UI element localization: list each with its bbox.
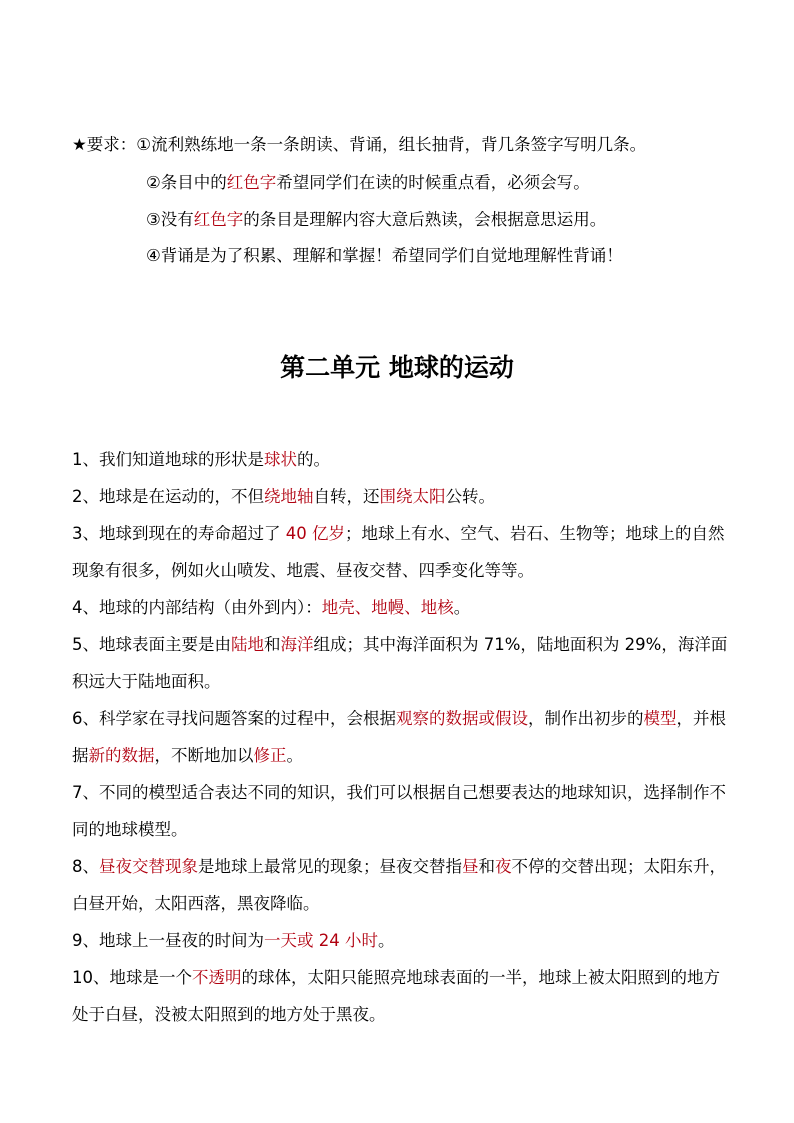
knowledge-item-9 xyxy=(72,922,732,959)
highlight-text: 修正 xyxy=(253,746,287,765)
highlight-text: 40 亿岁 xyxy=(285,524,345,543)
body-text: ，制作出初步的 xyxy=(528,709,644,728)
body-text: ③没有 xyxy=(146,210,194,229)
highlight-text: 红色字 xyxy=(193,210,244,229)
body-text: 是地球上最常见的现象；昼夜交替指 xyxy=(198,857,462,876)
body-text: 7、不同的模型适合表达不同的知识，我们可以根据自己想要表达的地球知识，选择制作不同的地球模型。 xyxy=(72,783,726,839)
highlight-text: 地壳、地幔、地核 xyxy=(321,598,454,617)
body-text: 。 xyxy=(453,598,471,617)
knowledge-item-6 xyxy=(72,700,732,774)
highlight-text: 夜 xyxy=(495,857,512,876)
body-text: 组成；其中海洋面积为 71%，陆地面积为 29%，海洋面积远大于陆地面积。 xyxy=(72,635,728,691)
body-text: 4、地球的内部结构（由外到内）： xyxy=(72,598,322,617)
highlight-text: 陆地 xyxy=(231,635,264,654)
highlight-text: 昼 xyxy=(462,857,479,876)
body-text: ；地球上有水、空气、岩石、生物等；地球上的自然现象有很多，例如火山喷发、地震、昼夜交替、四季变化等等。 xyxy=(72,524,725,580)
highlight-text: 红色字 xyxy=(226,173,277,192)
knowledge-list xyxy=(72,441,732,1033)
highlight-text: 新的数据 xyxy=(88,746,155,765)
body-text: ★要求：①流利熟练地一条一条朗读、背诵，组长抽背，背几条签字写明几条。 xyxy=(72,135,647,154)
knowledge-item-4 xyxy=(72,589,732,626)
knowledge-item-3 xyxy=(72,515,732,589)
knowledge-item-5 xyxy=(72,626,732,700)
body-text: 8、 xyxy=(72,857,99,876)
body-text: 3、地球到现在的寿命超过了 xyxy=(72,524,286,543)
highlight-text: 不透明 xyxy=(192,968,242,987)
knowledge-item-7 xyxy=(72,774,732,848)
body-text: 。 xyxy=(378,931,395,950)
requirement-line-2 xyxy=(146,171,590,195)
highlight-text: 海洋 xyxy=(280,635,314,654)
body-text: 2、地球是在运动的，不但 xyxy=(72,487,264,506)
highlight-text: 绕地轴 xyxy=(264,487,314,506)
body-text: 9、地球上一昼夜的时间为 xyxy=(72,931,264,950)
requirement-line-3 xyxy=(146,208,606,232)
body-text: 和 xyxy=(478,857,495,876)
body-text: 公转。 xyxy=(445,487,495,506)
body-text: 5、地球表面主要是由 xyxy=(72,635,231,654)
body-text: 的。 xyxy=(297,450,330,469)
highlight-text: 围绕太阳 xyxy=(379,487,446,506)
highlight-text: 观察的数据或假设 xyxy=(396,709,528,728)
knowledge-item-2 xyxy=(72,478,732,515)
knowledge-item-8 xyxy=(72,848,732,922)
requirement-line-1 xyxy=(72,133,646,157)
body-text: 的球体，太阳只能照亮地球表面的一半，地球上被太阳照到的地方处于白昼，没被太阳照到的地方处于黑夜。 xyxy=(72,968,720,1024)
body-text: 。 xyxy=(286,746,303,765)
requirement-line-4 xyxy=(146,244,623,268)
knowledge-item-1 xyxy=(72,441,732,478)
body-text: ，并根据 xyxy=(72,709,726,765)
body-text: ，不断地加以 xyxy=(154,746,254,765)
body-text: 10、地球是一个 xyxy=(72,968,192,987)
body-text: 希望同学们在读的时候重点看，必须会写。 xyxy=(276,173,590,192)
unit-title: 第二单元 地球的运动 xyxy=(280,352,514,382)
highlight-text: 昼夜交替现象 xyxy=(99,857,198,876)
body-text: 自转，还 xyxy=(313,487,380,506)
body-text: 和 xyxy=(264,635,281,654)
highlight-text: 模型 xyxy=(643,709,677,728)
highlight-text: 球状 xyxy=(264,450,297,469)
body-text: ④背诵是为了积累、理解和掌握！希望同学们自觉地理解性背诵！ xyxy=(146,246,623,265)
body-text: 1、我们知道地球的形状是 xyxy=(72,450,264,469)
highlight-text: 一天或 24 小时 xyxy=(264,931,378,950)
body-text: 不停的交替出现；太阳东升，白昼开始，太阳西落，黑夜降临。 xyxy=(72,857,726,913)
body-text: 6、科学家在寻找问题答案的过程中，会根据 xyxy=(72,709,396,728)
body-text: ②条目中的 xyxy=(146,173,227,192)
knowledge-item-10 xyxy=(72,959,732,1033)
body-text: 的条目是理解内容大意后熟读，会根据意思运用。 xyxy=(243,210,607,229)
